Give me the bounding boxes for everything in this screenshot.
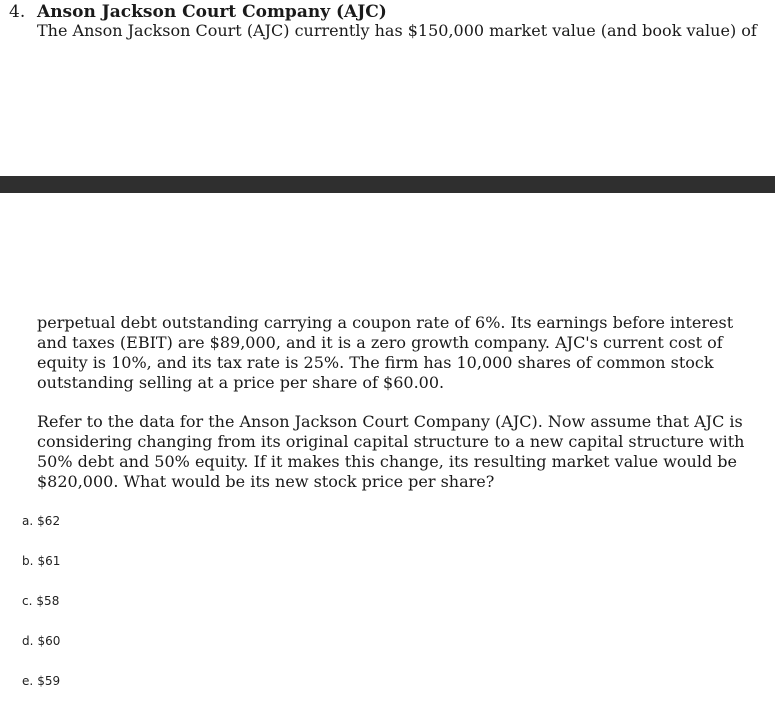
question-text-paragraph2: Refer to the data for the Anson Jackson Court Company (AJC). Now assume that AJC is considering changing from its original capital structure to a new capital structure with 50% debt and 50% equity. If it makes this change, its resulting market value would be $820,000. What would be its new stock price per share?	[37, 412, 745, 491]
choice-letter: a.	[22, 514, 34, 528]
answer-choice-a[interactable]	[22, 513, 60, 553]
answer-choices	[22, 513, 60, 713]
answer-choice-e[interactable]	[22, 673, 60, 713]
divider-bar	[0, 176, 775, 193]
choice-text: $59	[37, 674, 61, 688]
choice-text: $58	[36, 594, 60, 608]
choice-letter: c.	[22, 594, 33, 608]
answer-choice-b[interactable]	[22, 553, 60, 593]
choice-text: $62	[37, 514, 61, 528]
choice-text: $60	[37, 634, 61, 648]
question-title: Anson Jackson Court Company (AJC)	[37, 2, 387, 22]
question-text-paragraph1: perpetual debt outstanding carrying a coupon rate of 6%. Its earnings before interest and taxes (EBIT) are $89,000, and it is a zero growth company. AJC's current cost of equity is 10%, and its tax rate is 25%. The firm has 10,000 shares of common stock outstanding selling at a price per share of $60.00.	[37, 313, 734, 392]
answer-choice-d[interactable]	[22, 633, 60, 673]
choice-letter: e.	[22, 674, 34, 688]
answer-choice-c[interactable]	[22, 593, 60, 633]
question-text-line1: The Anson Jackson Court (AJC) currently has $150,000 market value (and book value) of	[37, 21, 757, 40]
choice-letter: b.	[22, 554, 34, 568]
choice-text: $61	[37, 554, 61, 568]
choice-letter: d.	[22, 634, 34, 648]
question-number: 4.	[9, 2, 26, 22]
